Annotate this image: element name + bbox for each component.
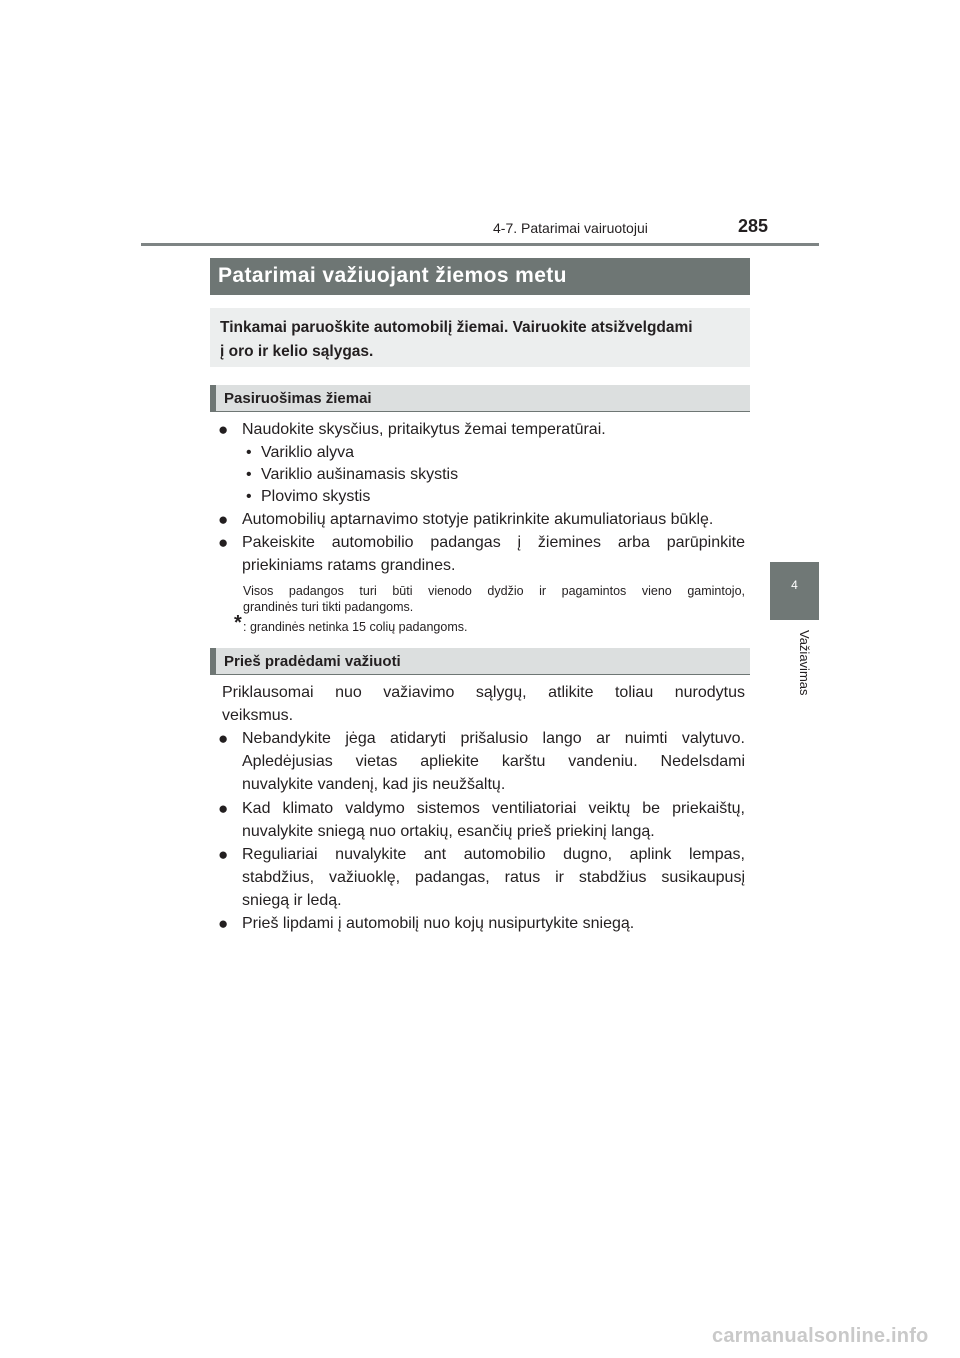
- sub-bullet-icon: •: [246, 466, 252, 483]
- header-rule: [141, 243, 819, 246]
- chapter-tab: [770, 562, 819, 620]
- bullet-text: Reguliariai nuvalykite ant automobilio dugno, aplink lempas,: [242, 846, 745, 863]
- bullet-text: Automobilių aptarnavimo stotyje patikrinkite akumuliatoriaus būklę.: [242, 511, 714, 528]
- lead-text: veiksmus.: [222, 707, 294, 724]
- bullet-text: Apledėjusias vietas apliekite karštu vandeniu. Nedelsdami: [242, 753, 745, 770]
- bullet-text: nuvalykite sniegą nuo ortakių, esančių prieš priekinį langą.: [242, 823, 655, 840]
- footnote-text: : grandinės netinka 15 colių padangoms.: [243, 620, 468, 634]
- sub-item: Variklio alyva: [261, 444, 355, 461]
- chapter-label: Važiavimas: [797, 630, 812, 696]
- bullet-text: nuvalykite vandenį, kad jis neužšaltų.: [242, 776, 506, 793]
- bullet-text: priekiniams ratams grandines.: [242, 557, 456, 574]
- intro-line: Tinkamai paruoškite automobilį žiemai. Vairuokite atsižvelgdami: [220, 319, 693, 336]
- bullet-icon: ●: [218, 845, 229, 864]
- sub-bullet-icon: •: [246, 444, 252, 461]
- bullet-icon: ●: [218, 533, 229, 552]
- sub-item: Plovimo skystis: [261, 488, 371, 505]
- bullet-icon: ●: [218, 510, 229, 529]
- bullet-text: Prieš lipdami į automobilį nuo kojų nusipurtykite sniegą.: [242, 915, 635, 932]
- sub-bullet-icon: •: [246, 488, 252, 505]
- note-text: Visos padangos turi būti vienodo dydžio ir pagamintos vieno gamintojo,: [243, 584, 745, 598]
- bullet-text: Nebandykite jėga atidaryti prišalusio lango ar nuimti valytuvo.: [242, 730, 745, 747]
- chapter-number: 4: [791, 578, 798, 592]
- bullet-text: Naudokite skysčius, pritaikytus žemai temperatūrai.: [242, 421, 606, 438]
- section-rule: [210, 411, 750, 412]
- bullet-text: sniegą ir ledą.: [242, 892, 342, 909]
- note-text: grandinės turi tikti padangoms.: [243, 600, 414, 614]
- watermark: carmanualsonline.info: [712, 1325, 929, 1347]
- bullet-text: Kad klimato valdymo sistemos ventiliatoriai veiktų be priekaištų,: [242, 800, 745, 817]
- bullet-text: stabdžius, važiuoklę, padangas, ratus ir stabdžius susikaupusį: [242, 869, 745, 886]
- sub-item: Variklio aušinamasis skystis: [261, 466, 459, 483]
- page-number: 285: [738, 216, 769, 236]
- bullet-icon: ●: [218, 914, 229, 933]
- section-rule: [210, 674, 750, 675]
- bullet-icon: ●: [218, 729, 229, 748]
- intro-line: į oro ir kelio sąlygas.: [220, 343, 374, 360]
- footnote-mark: *: [234, 612, 242, 634]
- bullet-icon: ●: [218, 799, 229, 818]
- section-heading-before-driving: Prieš pradėdami važiuoti: [210, 648, 750, 675]
- bullet-icon: ●: [218, 420, 229, 439]
- section-heading-winter-prep: Pasiruošimas žiemai: [210, 385, 750, 412]
- lead-text: Priklausomai nuo važiavimo sąlygų, atlikite toliau nurodytus: [222, 684, 745, 701]
- intro-box: [210, 308, 750, 367]
- page-title: Patarimai važiuojant žiemos metu: [210, 258, 750, 295]
- bullet-text: Pakeiskite automobilio padangas į žiemines arba parūpinkite: [242, 534, 745, 551]
- section-title: 4-7. Patarimai vairuotojui: [493, 220, 648, 236]
